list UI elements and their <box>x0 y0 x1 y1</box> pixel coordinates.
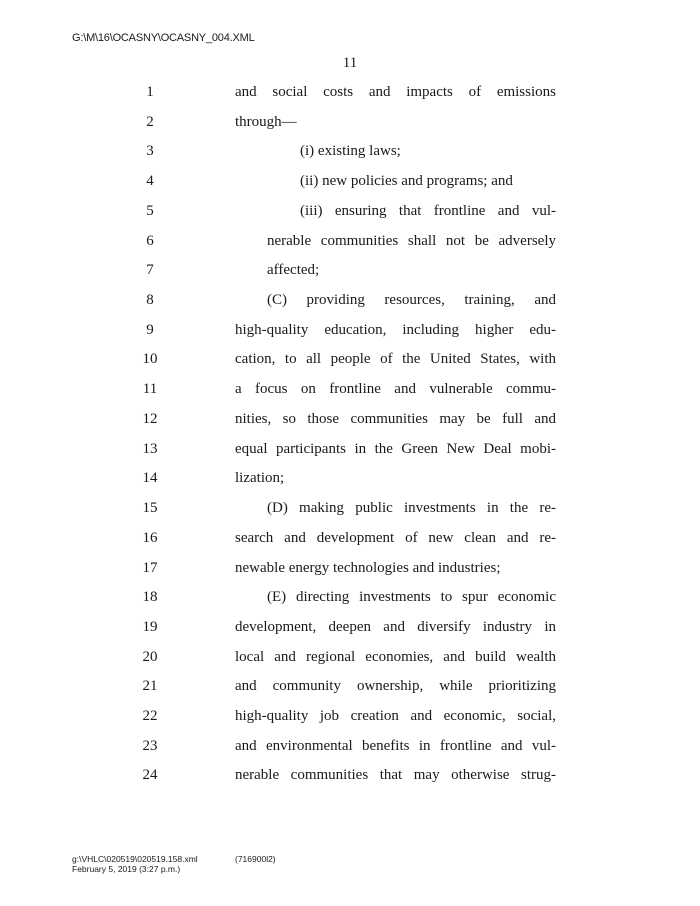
line-number: 10 <box>142 351 158 367</box>
bill-line <box>0 411 700 441</box>
line-number: 16 <box>142 530 158 546</box>
bill-line <box>0 589 700 619</box>
line-number: 11 <box>142 381 158 397</box>
bill-line <box>0 381 700 411</box>
document-path-header: G:\M\16\OCASNY\OCASNY_004.XML <box>72 32 255 44</box>
line-number: 6 <box>146 233 154 249</box>
bill-line <box>0 649 700 679</box>
line-number: 7 <box>146 262 154 278</box>
line-text: newable energy technologies and industries; <box>235 560 501 576</box>
line-text: through— <box>235 114 297 130</box>
line-text: a focus on frontline and vulnerable commu- <box>235 381 556 397</box>
line-number: 8 <box>146 292 154 308</box>
line-number: 19 <box>142 619 158 635</box>
line-text: equal participants in the Green New Deal mobi- <box>235 441 556 457</box>
bill-line <box>0 84 700 114</box>
bill-line <box>0 292 700 322</box>
bill-line <box>0 322 700 352</box>
bill-line <box>0 470 700 500</box>
footer-file-path: g:\VHLC\020519\020519.158.xml <box>72 854 198 864</box>
bill-line <box>0 500 700 530</box>
bill-line <box>0 767 700 797</box>
line-text: high-quality job creation and economic, social, <box>235 708 556 724</box>
line-number: 17 <box>142 560 158 576</box>
bill-line <box>0 619 700 649</box>
line-number: 4 <box>146 173 154 189</box>
line-text: (i) existing laws; <box>300 143 401 159</box>
line-number: 20 <box>142 649 158 665</box>
line-text: (ii) new policies and programs; and <box>300 173 513 189</box>
bill-line <box>0 114 700 144</box>
line-number: 9 <box>146 322 154 338</box>
line-text: high-quality education, including higher edu- <box>235 322 556 338</box>
line-text: nities, so those communities may be full and <box>235 411 556 427</box>
bill-line <box>0 678 700 708</box>
bill-line <box>0 530 700 560</box>
line-number: 14 <box>142 470 158 486</box>
line-number: 12 <box>142 411 158 427</box>
line-text: lization; <box>235 470 285 486</box>
line-text: and social costs and impacts of emissions <box>235 84 556 100</box>
line-number: 23 <box>142 738 158 754</box>
bill-line <box>0 708 700 738</box>
line-number: 13 <box>142 441 158 457</box>
bill-line <box>0 173 700 203</box>
document-footer <box>72 854 276 874</box>
line-number: 21 <box>142 678 158 694</box>
footer-document-code: (716900l2) <box>235 854 276 864</box>
line-number: 5 <box>146 203 154 219</box>
bill-line <box>0 143 700 173</box>
line-text: and community ownership, while prioritizing <box>235 678 556 694</box>
line-text: and environmental benefits in frontline and vul- <box>235 738 556 754</box>
line-text: local and regional economies, and build wealth <box>235 649 556 665</box>
bill-line <box>0 233 700 263</box>
bill-line <box>0 560 700 590</box>
line-text: nerable communities shall not be adversely <box>267 233 556 249</box>
line-number: 24 <box>142 767 158 783</box>
line-text: (D) making public investments in the re- <box>267 500 556 516</box>
page-number: 11 <box>342 55 358 71</box>
line-text: nerable communities that may otherwise strug- <box>235 767 556 783</box>
line-text: (C) providing resources, training, and <box>267 292 556 308</box>
line-number: 1 <box>146 84 154 100</box>
line-text: (E) directing investments to spur economic <box>267 589 556 605</box>
line-number: 18 <box>142 589 158 605</box>
line-text: development, deepen and diversify industry in <box>235 619 556 635</box>
line-number: 15 <box>142 500 158 516</box>
footer-timestamp: February 5, 2019 (3:27 p.m.) <box>72 864 181 874</box>
bill-line <box>0 351 700 381</box>
line-text: (iii) ensuring that frontline and vul- <box>300 203 556 219</box>
line-text: cation, to all people of the United States, with <box>235 351 556 367</box>
line-number: 3 <box>146 143 154 159</box>
bill-line <box>0 738 700 768</box>
bill-line <box>0 203 700 233</box>
line-text: search and development of new clean and re- <box>235 530 556 546</box>
line-text: affected; <box>267 262 320 278</box>
line-number: 22 <box>142 708 158 724</box>
line-number: 2 <box>146 114 154 130</box>
bill-line <box>0 441 700 471</box>
bill-line <box>0 262 700 292</box>
